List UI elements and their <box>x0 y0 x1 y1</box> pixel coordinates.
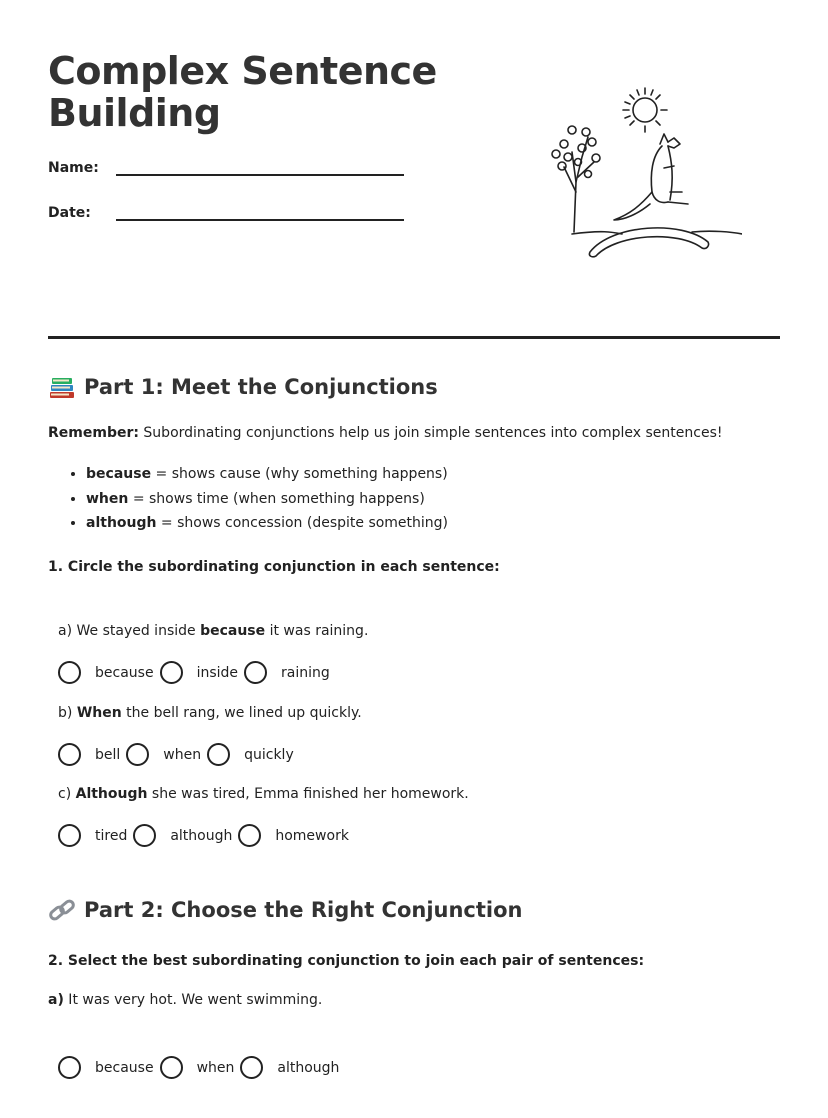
link-icon <box>48 897 76 923</box>
option-radio[interactable] <box>244 661 336 684</box>
radio-circle[interactable] <box>58 661 81 684</box>
kangaroo-icon <box>614 134 688 220</box>
pair-label: a) <box>48 992 64 1008</box>
radio-circle[interactable] <box>160 1056 183 1079</box>
name-field[interactable] <box>48 160 404 176</box>
conjunction-meaning: = shows concession (despite something) <box>156 515 449 531</box>
date-input-line[interactable] <box>116 205 404 221</box>
radio-circle[interactable] <box>58 743 81 766</box>
name-label: Name: <box>48 160 99 176</box>
option-label: because <box>95 664 154 681</box>
option-label: although <box>277 1059 340 1076</box>
sentence-b <box>58 705 362 721</box>
pair-a <box>48 992 322 1008</box>
tree-icon <box>552 126 600 232</box>
list-item <box>86 511 448 536</box>
option-radio[interactable] <box>240 1056 345 1079</box>
sun-icon <box>623 88 667 132</box>
sentence-conjunction: because <box>200 623 266 639</box>
part1-title: Part 1: Meet the Conjunctions <box>84 375 438 399</box>
option-radio[interactable] <box>58 824 133 847</box>
option-label: bell <box>95 746 121 763</box>
option-label: homework <box>275 827 349 844</box>
remember-label: Remember: <box>48 425 139 441</box>
sentence-text: a) We stayed inside <box>58 623 201 639</box>
sentence-text: it was raining. <box>265 623 369 639</box>
question-2: 2. Select the best subordinating conjunction to join each pair of sentences: <box>48 953 645 969</box>
radio-circle[interactable] <box>126 743 149 766</box>
option-label: raining <box>281 664 330 681</box>
sentence-conjunction: When <box>76 705 122 721</box>
option-radio[interactable] <box>58 743 126 766</box>
question-1: 1. Circle the subordinating conjunction in each sentence: <box>48 559 500 575</box>
option-label: although <box>170 827 233 844</box>
option-radio[interactable] <box>160 1056 241 1079</box>
pair-text: It was very hot. We went swimming. <box>63 992 323 1008</box>
option-label: inside <box>196 664 239 681</box>
radio-circle[interactable] <box>58 1056 81 1079</box>
page-title: Complex Sentence Building <box>48 49 437 135</box>
option-label: quickly <box>244 746 294 763</box>
option-radio[interactable] <box>160 661 244 684</box>
option-radio[interactable] <box>58 1056 160 1079</box>
name-input-line[interactable] <box>116 160 404 176</box>
books-icon <box>48 374 76 400</box>
conjunction-list <box>48 462 448 536</box>
option-radio[interactable] <box>207 743 300 766</box>
option-label: when <box>163 746 202 763</box>
part2-title: Part 2: Choose the Right Conjunction <box>84 898 523 922</box>
sentence-text: the bell rang, we lined up quickly. <box>121 705 362 721</box>
remember-text: Subordinating conjunctions help us join simple sentences into complex sentences! <box>138 425 723 441</box>
option-label: when <box>196 1059 235 1076</box>
option-radio[interactable] <box>133 824 238 847</box>
options-c <box>58 824 355 847</box>
radio-circle[interactable] <box>240 1056 263 1079</box>
option-radio[interactable] <box>58 661 160 684</box>
date-label: Date: <box>48 205 91 221</box>
radio-circle[interactable] <box>244 661 267 684</box>
radio-circle[interactable] <box>133 824 156 847</box>
sentence-text: c) <box>58 786 76 802</box>
sentence-a <box>58 623 368 639</box>
sentence-c <box>58 786 469 802</box>
option-label: tired <box>95 827 128 844</box>
sentence-conjunction: Although <box>75 786 148 802</box>
radio-circle[interactable] <box>160 661 183 684</box>
options-b <box>58 743 300 766</box>
radio-circle[interactable] <box>238 824 261 847</box>
conjunction-meaning: = shows cause (why something happens) <box>151 466 448 482</box>
conjunction-word: because <box>86 466 152 482</box>
option-radio[interactable] <box>126 743 207 766</box>
conjunction-word: although <box>86 515 157 531</box>
remember-note <box>48 425 722 441</box>
divider <box>48 336 780 339</box>
list-item <box>86 462 448 487</box>
option-radio[interactable] <box>238 824 355 847</box>
option-label: because <box>95 1059 154 1076</box>
kangaroo-illustration <box>542 82 742 262</box>
conjunction-meaning: = shows time (when something happens) <box>128 490 425 507</box>
sentence-text: she was tired, Emma finished her homework. <box>147 786 469 802</box>
radio-circle[interactable] <box>58 824 81 847</box>
sentence-text: b) <box>58 705 77 721</box>
radio-circle[interactable] <box>207 743 230 766</box>
list-item <box>86 487 448 512</box>
options-a <box>58 661 336 684</box>
part2-heading <box>48 897 523 923</box>
part1-heading <box>48 374 438 400</box>
date-field[interactable] <box>48 205 404 221</box>
options-pair-a <box>58 1056 345 1079</box>
conjunction-word: when <box>86 490 129 507</box>
